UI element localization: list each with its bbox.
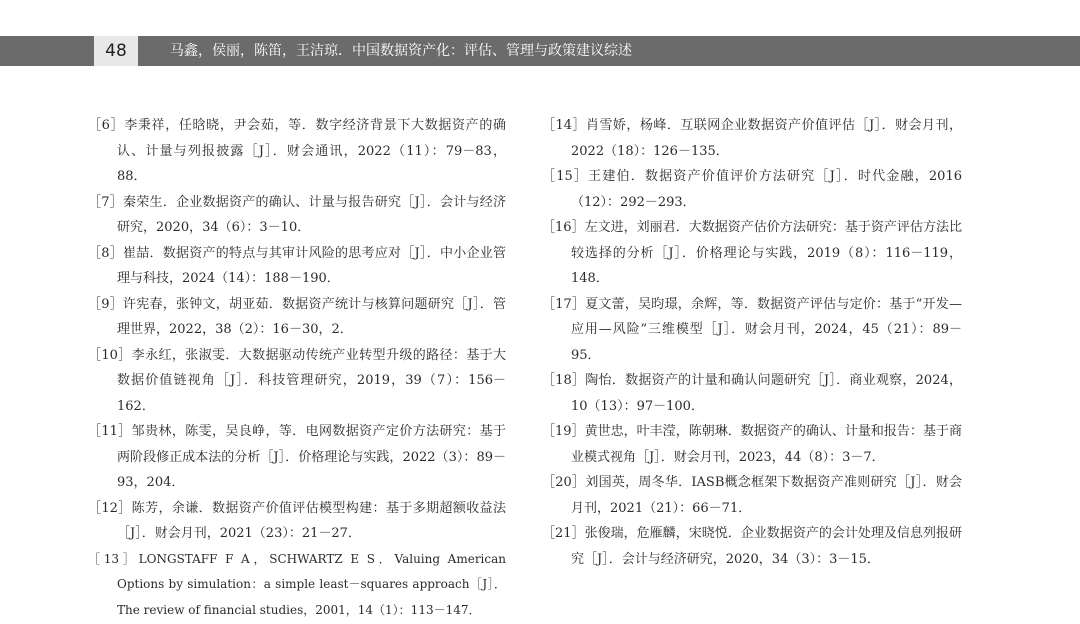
reference-item: ［16］左文进，刘丽君．大数据资产估价方法研究：基于资产评估方法比较选择的分析［J］．价格理论与实践，2019（8）：116－119，148． xyxy=(542,220,962,286)
references-left-column xyxy=(88,113,506,623)
reference-item: ［14］肖雪娇，杨峰．互联网企业数据资产价值评估［J］．财会月刊，2022（18）：126－135． xyxy=(542,118,962,159)
reference-item: ［18］陶怡．数据资产的计量和确认问题研究［J］．商业观察，2024，10（13）：97－100． xyxy=(542,373,962,414)
page-header xyxy=(0,36,1080,66)
reference-item: ［9］许宪春，张钟文，胡亚茹．数据资产统计与核算问题研究［J］．管理世界，2022，38（2）：16－30，2． xyxy=(88,296,506,337)
reference-item: ［19］黄世忠，叶丰滢，陈朝琳．数据资产的确认、计量和报告：基于商业模式视角［J］．财会月刊，2023，44（8）：3－7． xyxy=(542,424,962,465)
reference-item: ［20］刘国英，周冬华．IASB概念框架下数据资产准则研究［J］．财会月刊，2021（21）：66－71． xyxy=(542,475,962,516)
references-right-column xyxy=(542,113,962,572)
reference-item: ［11］邹贵林，陈雯，吴良峥，等．电网数据资产定价方法研究：基于两阶段修正成本法的分析［J］．价格理论与实践，2022（3）：89－93，204． xyxy=(88,424,506,490)
reference-item: ［10］李永红，张淑雯．大数据驱动传统产业转型升级的路径：基于大数据价值链视角［J］．科技管理研究，2019，39（7）：156－162． xyxy=(88,347,506,414)
running-title: 马鑫，侯丽，陈笛，王洁琼．中国数据资产化：评估、管理与政策建议综述 xyxy=(170,43,632,59)
reference-item: ［7］秦荣生．企业数据资产的确认、计量与报告研究［J］．会计与经济研究，2020，34（6）：3－10． xyxy=(88,194,506,235)
page-number: 48 xyxy=(94,36,138,66)
reference-item: ［6］李秉祥，任晗晓，尹会茹，等．数字经济背景下大数据资产的确认、计量与列报披露［J］．财会通讯，2022（11）：79－83，88． xyxy=(88,118,506,184)
reference-item: ［21］张俊瑞，危雁麟，宋晓悦．企业数据资产的会计处理及信息列报研究［J］．会计与经济研究，2020，34（3）：3－15． xyxy=(542,526,962,567)
reference-item: ［15］王建伯．数据资产价值评价方法研究［J］．时代金融，2016（12）：292－293． xyxy=(542,169,962,210)
reference-item: ［8］崔喆．数据资产的特点与其审计风险的思考应对［J］．中小企业管理与科技，2024（14）：188－190． xyxy=(88,245,506,286)
reference-item: ［12］陈芳，余谦．数据资产价值评估模型构建：基于多期超额收益法［J］．财会月刊，2021（23）：21－27． xyxy=(88,500,506,541)
reference-item: ［17］夏文蕾，吴昀璟，余辉，等．数据资产评估与定价：基于“开发—应用—风险”三维模型［J］．财会月刊，2024，45（21）：89－95． xyxy=(542,296,962,363)
reference-item: ［13］LONGSTAFF F A，SCHWARTZ E S．Valuing American Options by simulation：a simple least－squares approach［J］．The review of financial studies，2001，14（1）：113－147． xyxy=(88,551,506,617)
